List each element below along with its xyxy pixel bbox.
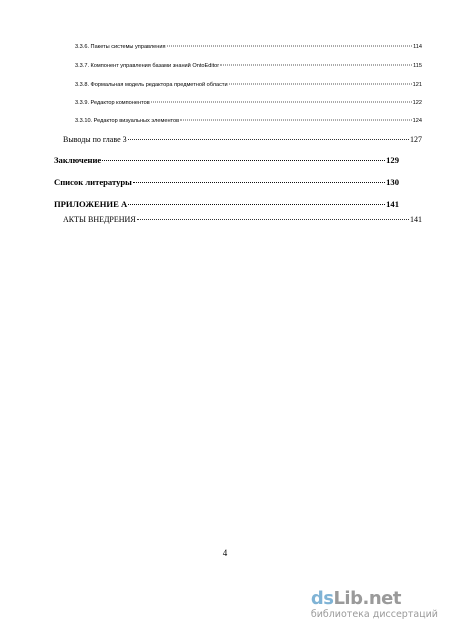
toc-entry-label: 3.3.7. Компонент управления базами знаний OntoEditor [75,63,220,69]
toc-entry-label: 3.3.9. Редактор компонентов [75,100,150,106]
toc-leader-dots [229,84,412,85]
toc-entry-page: 127 [410,135,422,144]
toc-entry-page: 141 [386,199,399,209]
toc-entry[interactable] [54,199,399,209]
toc-entry[interactable] [75,44,422,50]
toc-entry[interactable] [75,118,422,124]
toc-leader-dots [102,160,385,161]
toc-leader-dots [128,204,385,205]
toc-entry[interactable] [63,135,422,144]
toc-entry-label: Список литературы [54,177,132,187]
toc-entry[interactable] [75,63,422,69]
toc-entry-label: 3.3.10. Редактор визуальных элементов [75,118,180,124]
toc-entry-page: 129 [386,155,399,165]
watermark [311,590,438,621]
toc-entry[interactable] [75,82,422,88]
toc-entry-label: 3.3.8. Формальная модель редактора предметной области [75,82,228,88]
toc-entry-label: 3.3.6. Пакеты системы управления [75,44,166,50]
toc-entry-page: 122 [412,100,422,106]
toc-entry-page: 130 [386,177,399,187]
toc-leader-dots [167,46,413,47]
page-number: 4 [222,548,228,558]
toc-entry-page: 114 [413,44,422,50]
toc-entry-label: АКТЫ ВНЕДРЕНИЯ [63,215,136,224]
toc-leader-dots [128,139,409,140]
toc-entry-page: 121 [412,82,422,88]
toc-entry-label: Заключение [54,155,102,165]
watermark-logo: dsLib.net [310,588,401,609]
toc-leader-dots [151,102,412,103]
toc-leader-dots [220,65,412,66]
toc-entry[interactable] [54,155,399,165]
toc-entry[interactable] [63,215,422,224]
toc-entry-label: Выводы по главе 3 [63,135,127,144]
toc-leader-dots [137,219,409,220]
toc-entry-page: 141 [410,215,422,224]
toc-entry-label: ПРИЛОЖЕНИЕ А [54,199,128,209]
toc-entry-page: 115 [413,63,422,69]
watermark-subtitle: библиотека диссертаций [310,609,438,620]
toc-leader-dots [133,182,385,183]
toc-leader-dots [180,120,412,121]
toc-entry-page: 124 [412,118,422,124]
toc-entry[interactable] [54,177,399,187]
toc-entry[interactable] [75,100,422,106]
